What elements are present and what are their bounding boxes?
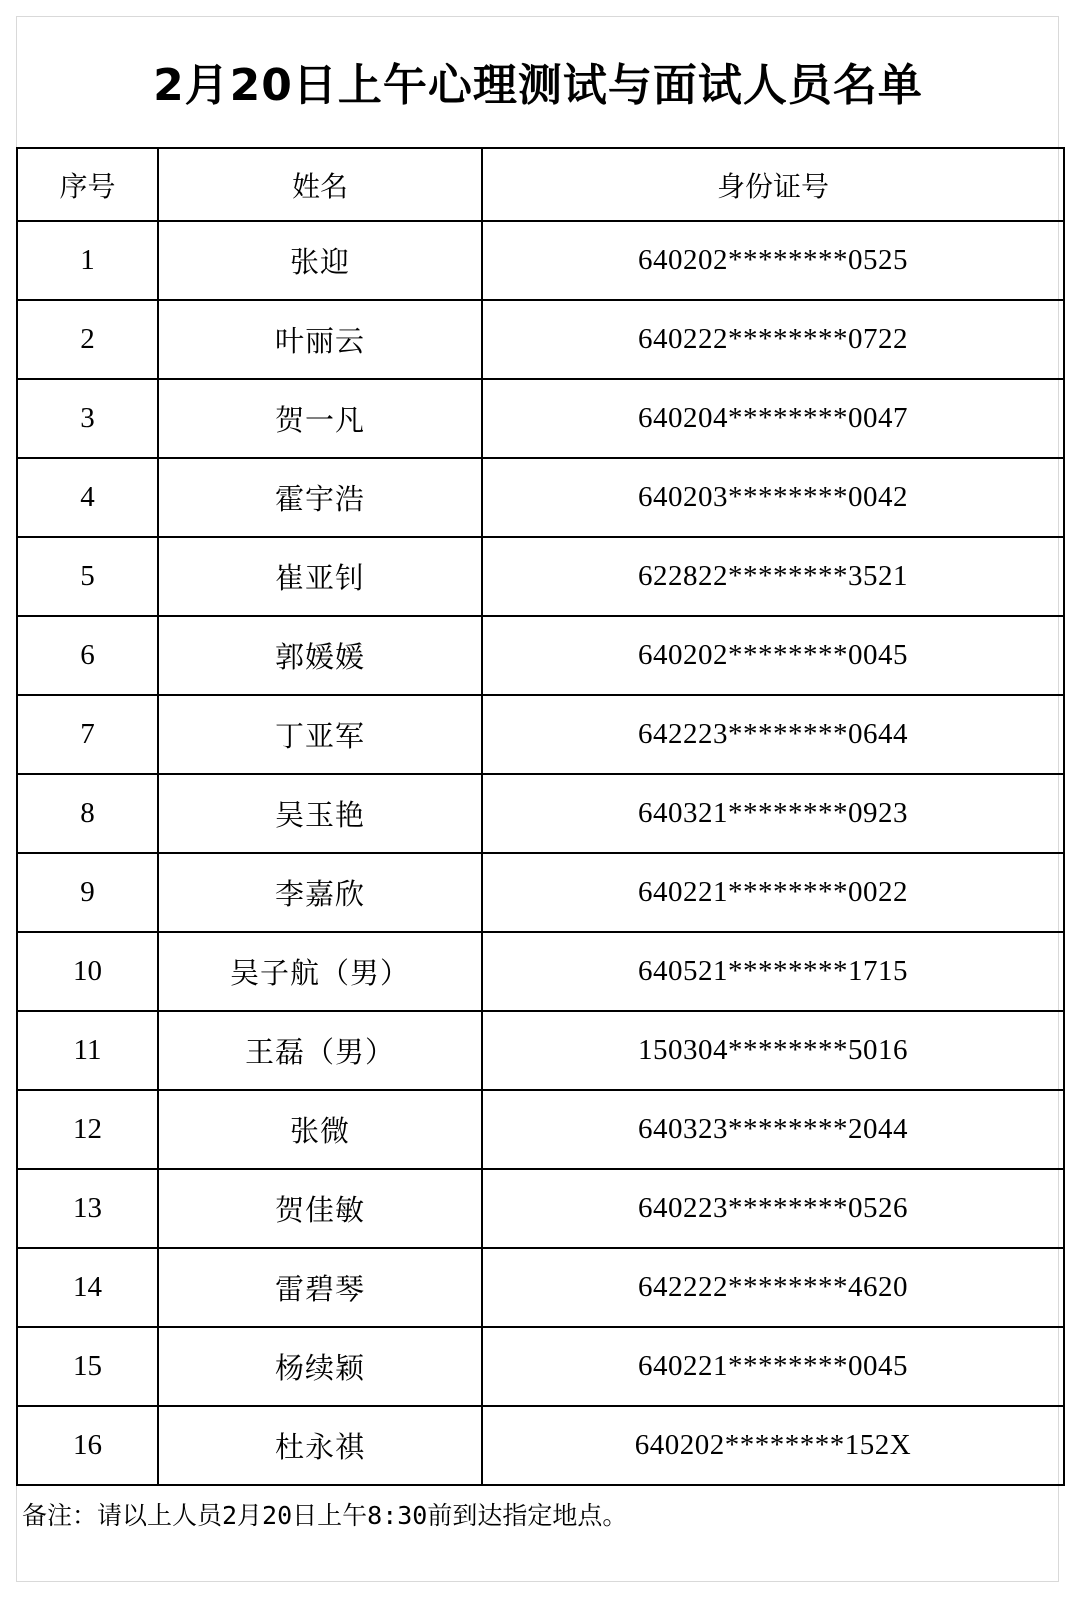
row-name: 张迎 bbox=[158, 221, 482, 300]
row-index: 13 bbox=[17, 1169, 158, 1248]
table-row bbox=[17, 458, 1064, 537]
row-name: 贺一凡 bbox=[158, 379, 482, 458]
row-index: 1 bbox=[17, 221, 158, 300]
table-row bbox=[17, 1248, 1064, 1327]
row-index: 6 bbox=[17, 616, 158, 695]
row-index: 11 bbox=[17, 1011, 158, 1090]
row-index: 9 bbox=[17, 853, 158, 932]
roster-table bbox=[16, 147, 1065, 1486]
row-name: 王磊（男） bbox=[158, 1011, 482, 1090]
row-id-number: 642223********0644 bbox=[482, 695, 1064, 774]
table-row bbox=[17, 1090, 1064, 1169]
row-index: 12 bbox=[17, 1090, 158, 1169]
row-id-number: 640204********0047 bbox=[482, 379, 1064, 458]
footnote: 备注：请以上人员2月20日上午8:30前到达指定地点。 bbox=[22, 1501, 628, 1530]
row-name: 吴玉艳 bbox=[158, 774, 482, 853]
table-row bbox=[17, 221, 1064, 300]
table-row bbox=[17, 853, 1064, 932]
table-row bbox=[17, 1406, 1064, 1485]
row-id-number: 640202********0525 bbox=[482, 221, 1064, 300]
row-name: 杨续颖 bbox=[158, 1327, 482, 1406]
header-index: 序号 bbox=[17, 148, 158, 221]
row-index: 7 bbox=[17, 695, 158, 774]
table-row bbox=[17, 300, 1064, 379]
row-index: 8 bbox=[17, 774, 158, 853]
header-name: 姓名 bbox=[158, 148, 482, 221]
row-id-number: 150304********5016 bbox=[482, 1011, 1064, 1090]
table-row bbox=[17, 1169, 1064, 1248]
row-id-number: 640521********1715 bbox=[482, 932, 1064, 1011]
document-title: 2月20日上午心理测试与面试人员名单 bbox=[153, 60, 923, 111]
row-name: 叶丽云 bbox=[158, 300, 482, 379]
row-id-number: 622822********3521 bbox=[482, 537, 1064, 616]
row-index: 16 bbox=[17, 1406, 158, 1485]
table-row bbox=[17, 695, 1064, 774]
row-id-number: 640221********0022 bbox=[482, 853, 1064, 932]
row-name: 张微 bbox=[158, 1090, 482, 1169]
row-id-number: 640202********0045 bbox=[482, 616, 1064, 695]
row-index: 15 bbox=[17, 1327, 158, 1406]
table-header-row bbox=[17, 148, 1064, 221]
row-name: 郭媛媛 bbox=[158, 616, 482, 695]
row-index: 14 bbox=[17, 1248, 158, 1327]
row-index: 4 bbox=[17, 458, 158, 537]
table-row bbox=[17, 379, 1064, 458]
row-id-number: 642222********4620 bbox=[482, 1248, 1064, 1327]
row-id-number: 640222********0722 bbox=[482, 300, 1064, 379]
table-row bbox=[17, 616, 1064, 695]
row-id-number: 640202********152X bbox=[482, 1406, 1064, 1485]
row-id-number: 640223********0526 bbox=[482, 1169, 1064, 1248]
table-row bbox=[17, 1011, 1064, 1090]
row-name: 崔亚钊 bbox=[158, 537, 482, 616]
row-index: 3 bbox=[17, 379, 158, 458]
row-name: 霍宇浩 bbox=[158, 458, 482, 537]
table-row bbox=[17, 1327, 1064, 1406]
row-id-number: 640221********0045 bbox=[482, 1327, 1064, 1406]
table-row bbox=[17, 537, 1064, 616]
row-name: 雷碧琴 bbox=[158, 1248, 482, 1327]
row-name: 贺佳敏 bbox=[158, 1169, 482, 1248]
row-id-number: 640323********2044 bbox=[482, 1090, 1064, 1169]
row-index: 5 bbox=[17, 537, 158, 616]
row-name: 杜永祺 bbox=[158, 1406, 482, 1485]
row-id-number: 640321********0923 bbox=[482, 774, 1064, 853]
table-row bbox=[17, 774, 1064, 853]
table-row bbox=[17, 932, 1064, 1011]
row-name: 丁亚军 bbox=[158, 695, 482, 774]
row-index: 2 bbox=[17, 300, 158, 379]
row-name: 李嘉欣 bbox=[158, 853, 482, 932]
row-id-number: 640203********0042 bbox=[482, 458, 1064, 537]
row-name: 吴子航（男） bbox=[158, 932, 482, 1011]
row-index: 10 bbox=[17, 932, 158, 1011]
header-id-number: 身份证号 bbox=[482, 148, 1064, 221]
